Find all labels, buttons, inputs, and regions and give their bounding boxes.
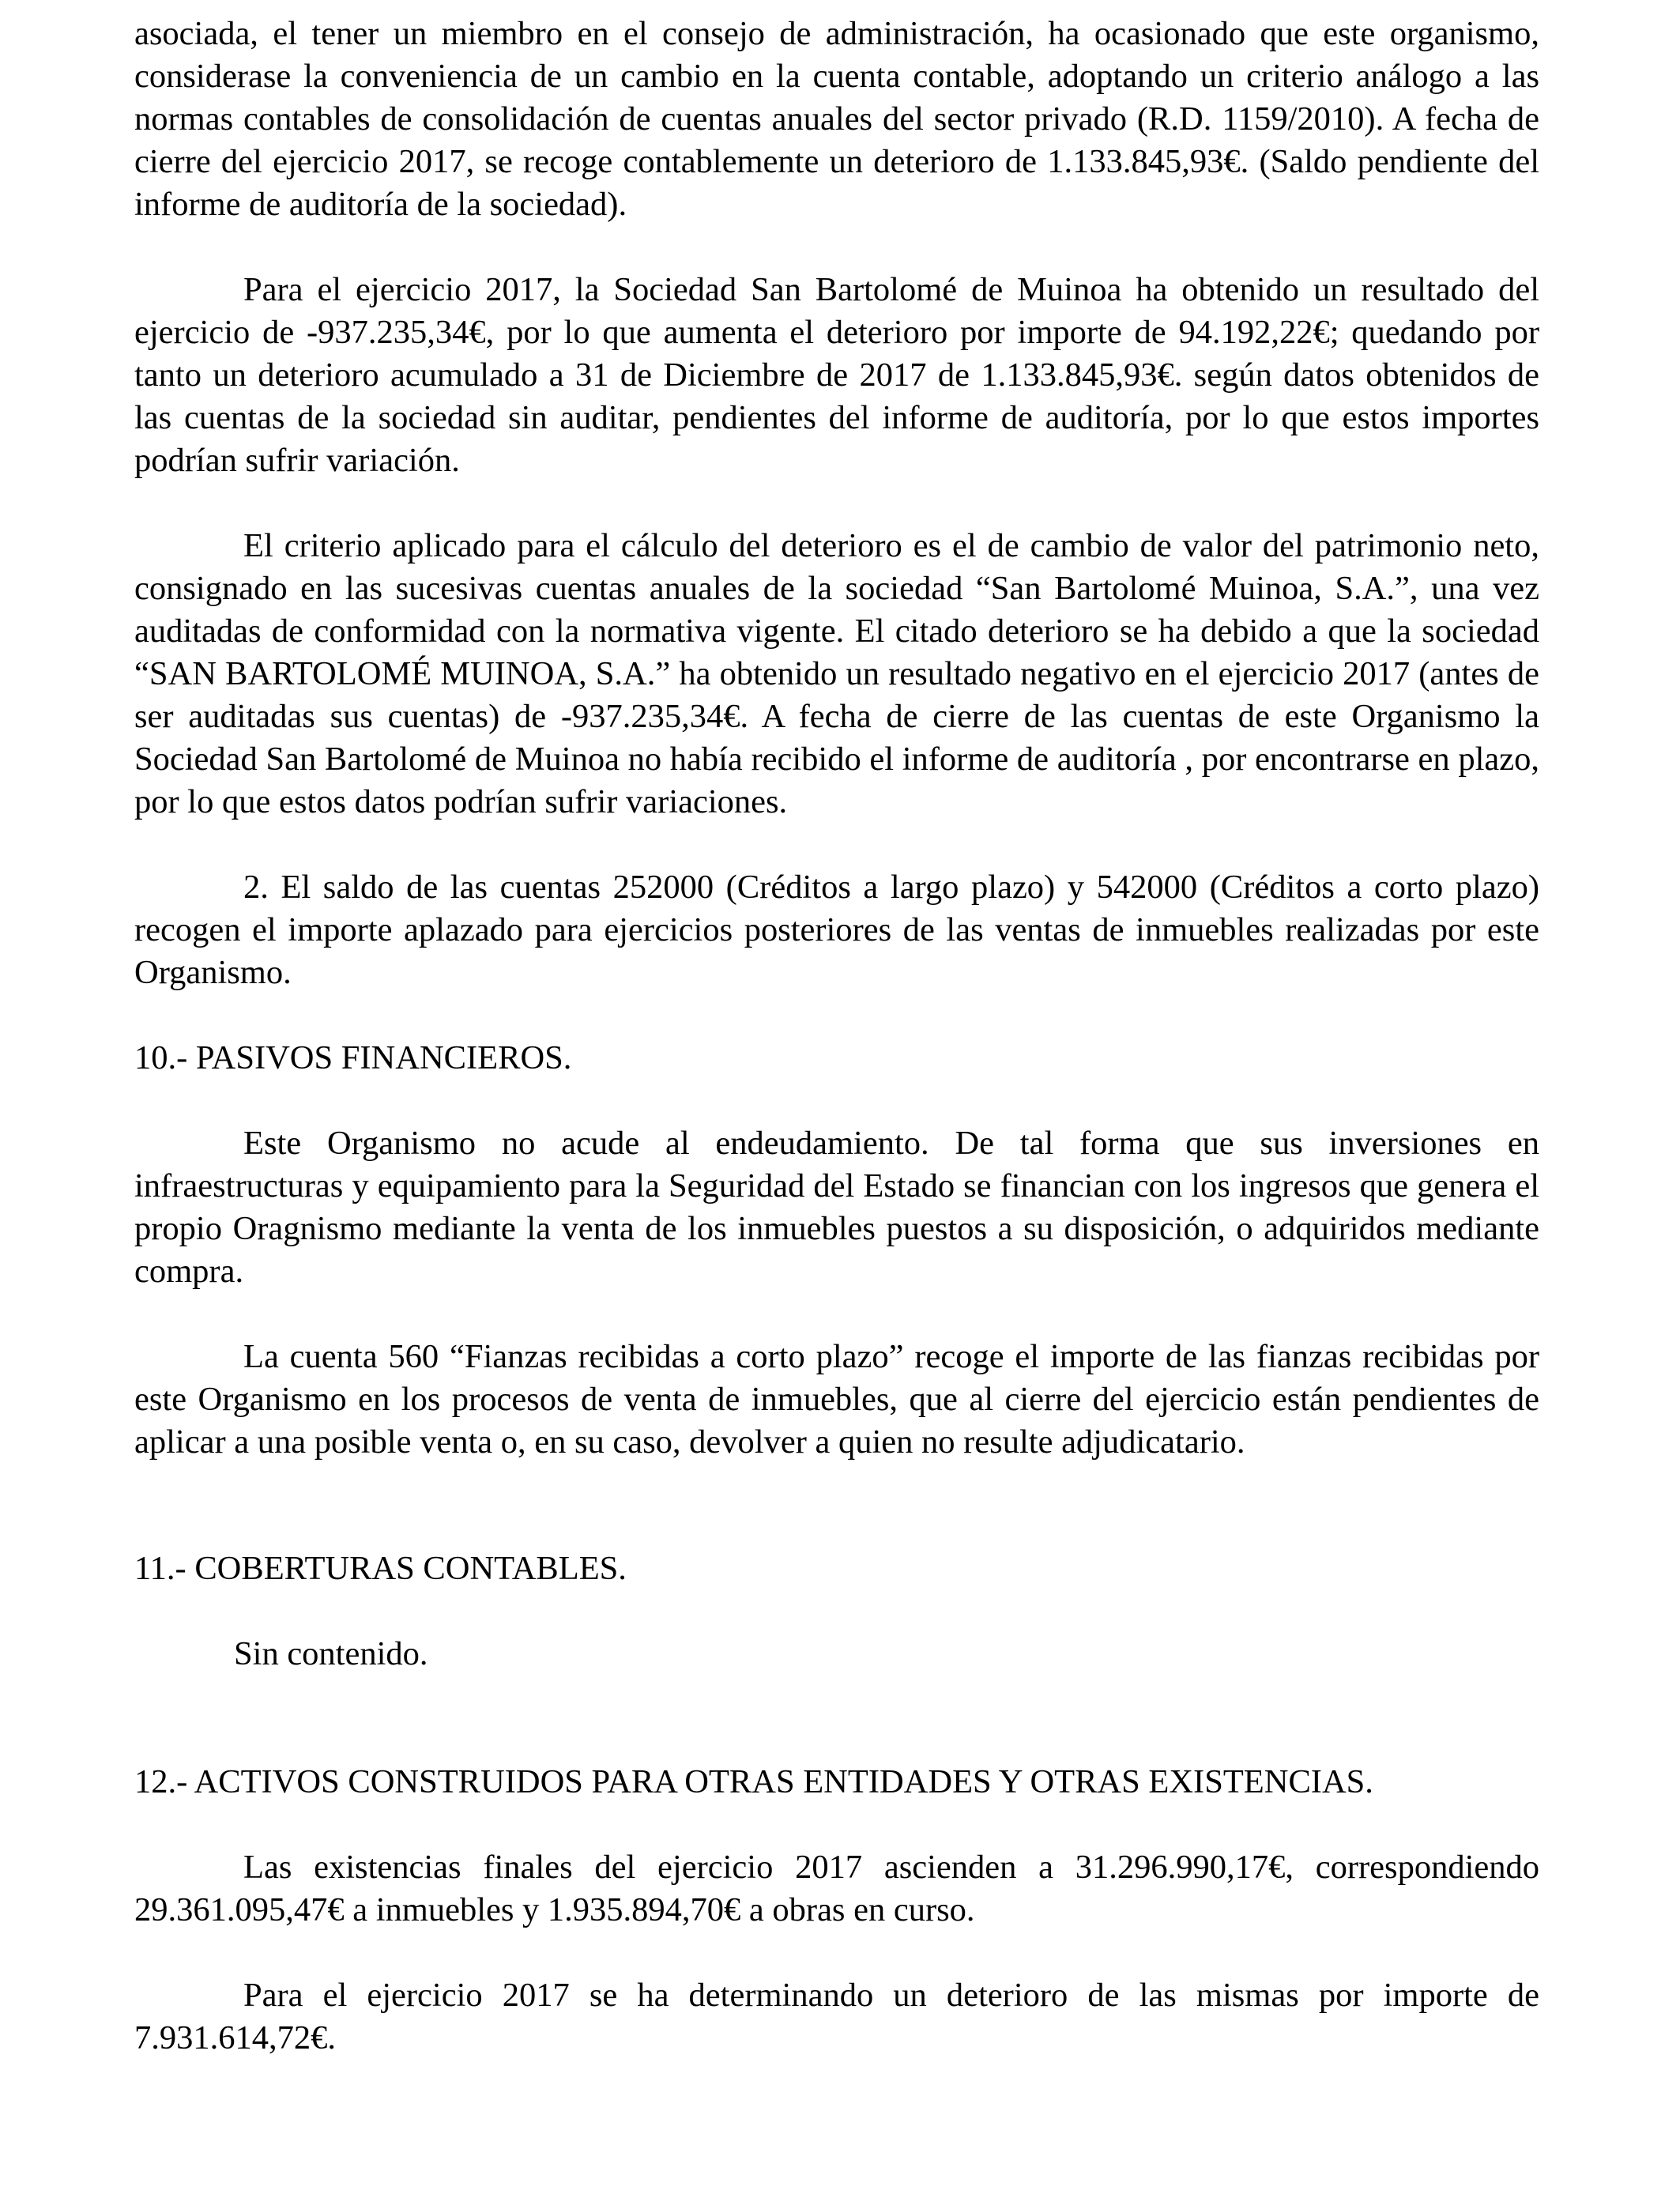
paragraph-saldo-cuentas: 2. El saldo de las cuentas 252000 (Créditos a largo plazo) y 542000 (Créditos a corto plazo) recogen el importe aplazado para ejercicios posteriores de las ventas de inmuebles realizadas por este Organismo.: [134, 869, 1539, 991]
paragraph-fianzas: La cuenta 560 “Fianzas recibidas a corto plazo” recoge el importe de las fianzas recibidas por este Organismo en los procesos de venta de inmuebles, que al cierre del ejercicio están pendientes de aplicar a una posible venta o, en su caso, devolver a quien no resulte adjudicatario.: [134, 1338, 1539, 1461]
heading-coberturas-contables: 11.- COBERTURAS CONTABLES.: [134, 1550, 627, 1587]
paragraph-existencias-finales: Las existencias finales del ejercicio 2017 ascienden a 31.296.990,17€, correspondiendo 29.361.095,47€ a inmuebles y 1.935.894,70€ a obras en curso.: [134, 1849, 1539, 1928]
paragraph-sin-contenido: Sin contenido.: [234, 1635, 428, 1672]
paragraph-endeudamiento: Este Organismo no acude al endeudamiento. De tal forma que sus inversiones en infraestructuras y equipamiento para la Seguridad del Estado se financian con los ingresos que genera el propio Oragnismo mediante la venta de los inmuebles puestos a su disposición, o adquiridos mediante compra.: [134, 1125, 1539, 1290]
paragraph-criterio-deterioro: El criterio aplicado para el cálculo del deterioro es el de cambio de valor del patrimonio neto, consignado en las sucesivas cuentas anuales de la sociedad “San Bartolomé Muinoa, S.A.”, una vez auditadas de conformidad con la normativa vigente. El citado deterioro se ha debido a que la sociedad “SAN BARTOLOMÉ MUINOA, S.A.” ha obtenido un resultado negativo en el ejercicio 2017 (antes de ser auditadas sus cuentas) de -937.235,34€. A fecha de cierre de las cuentas de este Organismo la Sociedad San Bartolomé de Muinoa no había recibido el informe de auditoría , por encontrarse en plazo, por lo que estos datos podrían sufrir variaciones.: [134, 527, 1539, 820]
heading-pasivos-financieros: 10.- PASIVOS FINANCIEROS.: [134, 1039, 572, 1076]
paragraph-deterioro-intro: asociada, el tener un miembro en el consejo de administración, ha ocasionado que este organismo, considerase la conveniencia de un cambio en la cuenta contable, adoptando un criterio análogo a las normas contables de consolidación de cuentas anuales del sector privado (R.D. 1159/2010). A fecha de cierre del ejercicio 2017, se recoge contablemente un deterioro de 1.133.845,93€. (Saldo pendiente del informe de auditoría de la sociedad).: [134, 15, 1539, 223]
document-page: [134, 13, 1539, 2060]
paragraph-resultado-2017: Para el ejercicio 2017, la Sociedad San Bartolomé de Muinoa ha obtenido un resultado del ejercicio de -937.235,34€, por lo que aumenta el deterioro por importe de 94.192,22€; quedando por tanto un deterioro acumulado a 31 de Diciembre de 2017 de 1.133.845,93€. según datos obtenidos de las cuentas de la sociedad sin auditar, pendientes del informe de auditoría, por lo que estos importes podrían sufrir variación.: [134, 271, 1539, 479]
paragraph-deterioro-existencias: Para el ejercicio 2017 se ha determinando un deterioro de las mismas por importe de 7.931.614,72€.: [134, 1977, 1539, 2056]
heading-activos-construidos: 12.- ACTIVOS CONSTRUIDOS PARA OTRAS ENTIDADES Y OTRAS EXISTENCIAS.: [134, 1763, 1373, 1800]
